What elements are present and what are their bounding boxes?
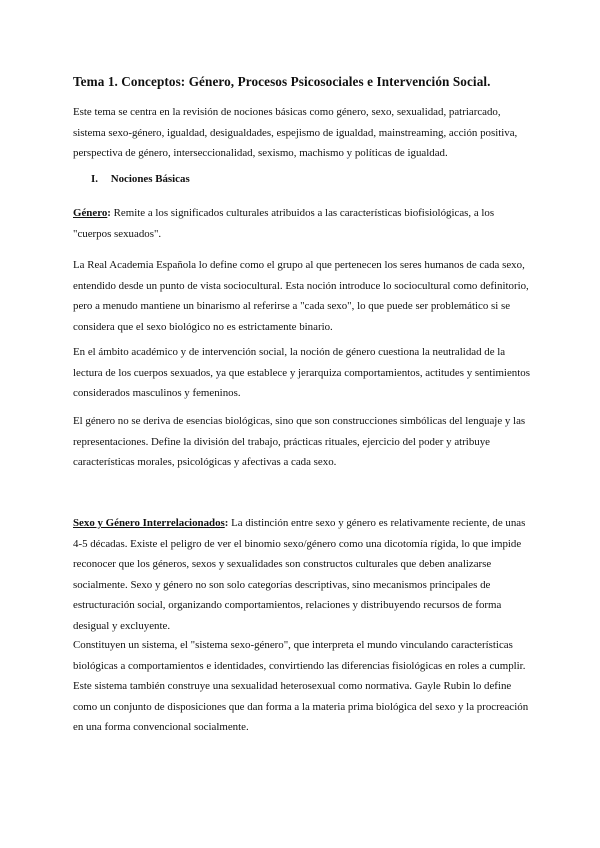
- sistema-paragraph: Constituyen un sistema, el "sistema sexo-género", que interpreta el mundo vinculando características biológicas a comportamientos e identidades, convirtiendo las diferencias fisiológicas en roles a cumplir. Este sistema también construye una sexualidad heterosexual como normativa. Gayle Rubin lo define como un conjunto de disposiciones que dan forma a la materia prima biológica del sexo y la procreación en una forma convencional socialmente.: [73, 639, 529, 733]
- rae-paragraph: La Real Academia Española lo define como el grupo al que pertenecen los seres humanos de cada sexo, entendido desde un punto de vista sociocultural. Esta noción introduce lo sociocultural como definitorio, pero a menudo mantiene un binarismo al referirse a "cada sexo", lo que puede ser problemático si se considera que el sexo biológico no es estrictamente binario.: [73, 259, 529, 333]
- essences-paragraph: El género no se deriva de esencias biológicas, sino que son construcciones simbólicas del lenguaje y las representaciones. Define la división del trabajo, prácticas rituales, ejercicio del poder y atribuye características morales, psicológicas y afectivas a cada sexo.: [73, 415, 526, 468]
- section-heading: [91, 173, 190, 185]
- section-title: Nociones Básicas: [110, 173, 190, 185]
- sexo-genero-paragraph: [73, 513, 533, 636]
- document-title: Tema 1. Conceptos: Género, Procesos Psicosociales e Intervención Social.: [73, 74, 491, 89]
- sexo-genero-definition: La distinción entre sexo y género es relativamente reciente, de unas 4-5 décadas. Existe el peligro de ver el binomio sexo/género como una dicotomía rígida, lo que impide reconocer que los géneros, sexos y sexualidades son constructos culturales que deben analizarse socialmente. Sexo y género no son solo categorías descriptivas, sino mecanismos principales de estructuración social, organizando comportamientos, relaciones y distribuyendo recursos de forma desigual y excluyente.: [73, 517, 526, 632]
- sexo-genero-colon: :: [224, 517, 229, 529]
- academic-paragraph: En el ámbito académico y de intervención social, la noción de género cuestiona la neutralidad de la lectura de los cuerpos sexuados, ya que establece y jerarquiza comportamientos, actitudes y sentimientos considerados masculinos y femeninos.: [73, 346, 530, 399]
- genero-paragraph: [73, 203, 533, 244]
- section-number: I.: [91, 173, 98, 185]
- sexo-genero-term: Sexo y Género Interrelacionados: [73, 517, 225, 529]
- genero-colon: :: [107, 207, 111, 219]
- intro-paragraph: Este tema se centra en la revisión de nociones básicas como género, sexo, sexualidad, patriarcado, sistema sexo-género, igualdad, desigualdades, espejismo de igualdad, mainstreaming, acción positiva, perspectiva de género, interseccionalidad, sexismo, machismo y políticas de igualdad.: [73, 106, 518, 159]
- genero-term: Género: [73, 207, 108, 219]
- genero-definition: Remite a los significados culturales atribuidos a las características biofisiológicas, a los "cuerpos sexuados".: [73, 207, 495, 240]
